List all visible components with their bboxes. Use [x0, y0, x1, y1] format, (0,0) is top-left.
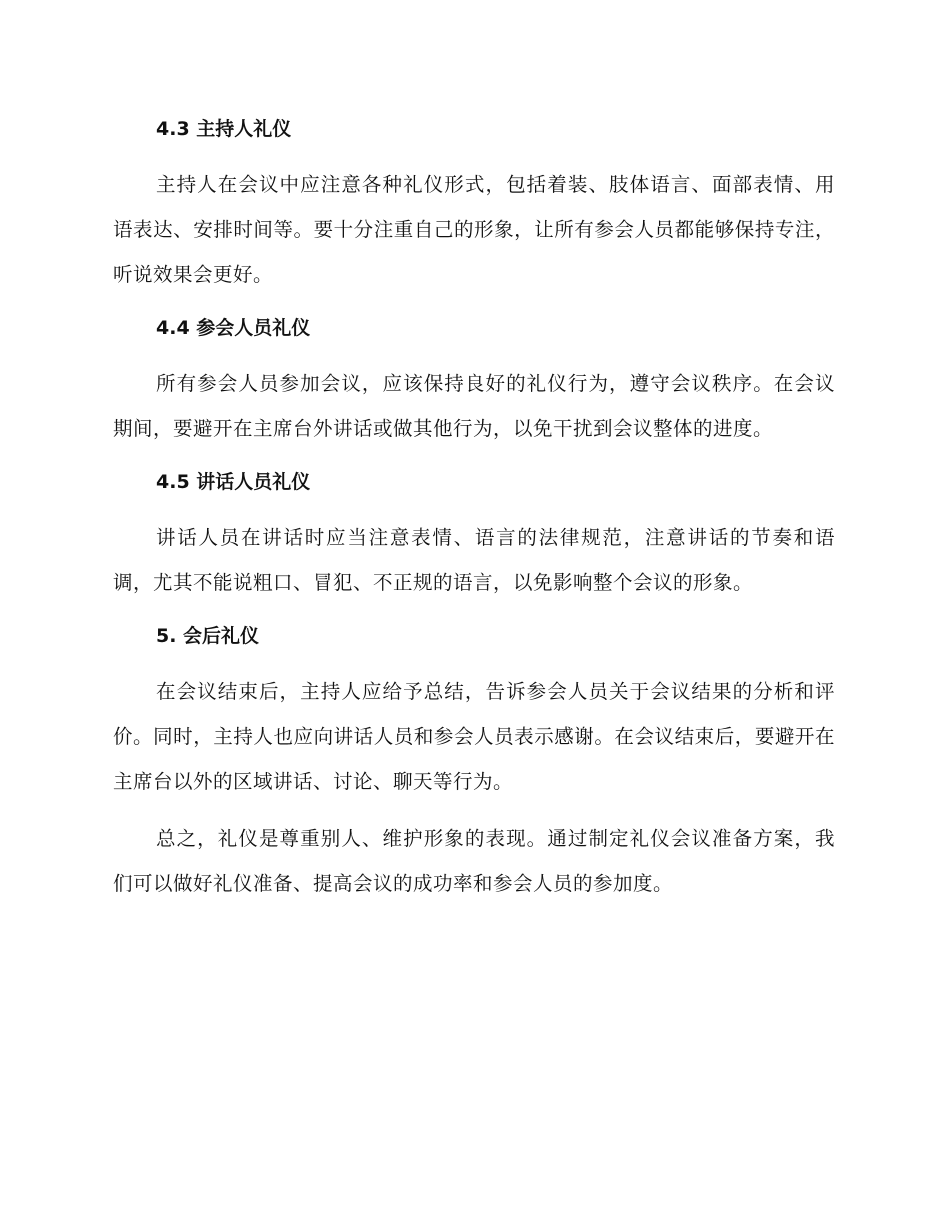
paragraph: 所有参会人员参加会议，应该保持良好的礼仪行为，遵守会议秩序。在会议期间，要避开在主席台外讲话或做其他行为，以免干扰到会议整体的进度。	[113, 372, 835, 440]
section-heading-4-3: 4.3 主持人礼仪	[156, 118, 292, 140]
paragraph: 主持人在会议中应注意各种礼仪形式，包括着装、肢体语言、面部表情、用语表达、安排时间等。要十分注重自己的形象，让所有参会人员都能够保持专注，听说效果会更好。	[113, 173, 835, 286]
section-heading-5: 5. 会后礼仪	[156, 625, 260, 647]
paragraph: 讲话人员在讲话时应当注意表情、语言的法律规范，注意讲话的节奏和语调，尤其不能说粗口、冒犯、不正规的语言，以免影响整个会议的形象。	[113, 526, 835, 594]
conclusion-paragraph: 总之，礼仪是尊重别人、维护形象的表现。通过制定礼仪会议准备方案，我们可以做好礼仪准备、提高会议的成功率和参会人员的参加度。	[113, 827, 835, 895]
document-body	[113, 110, 835, 918]
section-heading-4-5: 4.5 讲话人员礼仪	[156, 471, 311, 493]
paragraph: 在会议结束后，主持人应给予总结，告诉参会人员关于会议结果的分析和评价。同时，主持人也应向讲话人员和参会人员表示感谢。在会议结束后，要避开在主席台以外的区域讲话、讨论、聊天等行为。	[113, 680, 835, 793]
section-heading-4-4: 4.4 参会人员礼仪	[156, 317, 311, 339]
